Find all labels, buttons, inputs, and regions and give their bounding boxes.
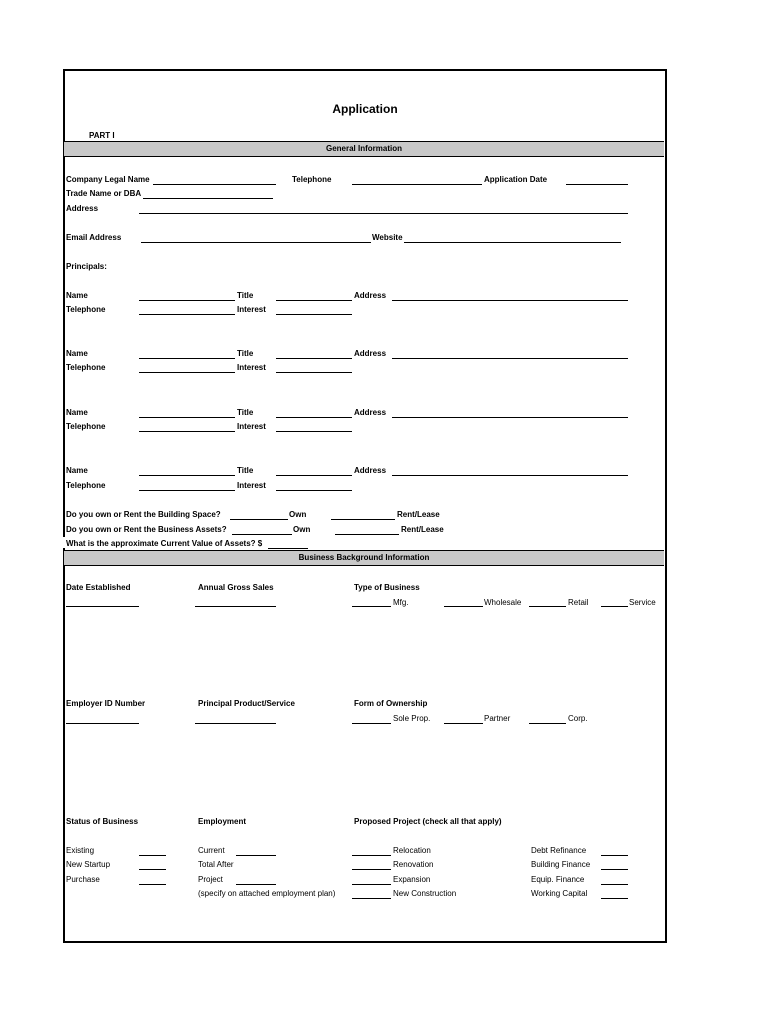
annual-gross-sales-field[interactable]	[195, 606, 276, 607]
new-construction-field[interactable]	[352, 898, 391, 899]
principal-telephone-field[interactable]	[139, 431, 235, 432]
principal-interest-label: Interest	[237, 305, 266, 314]
section-header-background: Business Background Information	[64, 550, 664, 566]
sole-prop-field[interactable]	[352, 723, 391, 724]
partner-field[interactable]	[444, 723, 483, 724]
employment-project-field[interactable]	[236, 884, 276, 885]
date-established-field[interactable]	[66, 606, 139, 607]
principal-name-label: Name	[66, 291, 88, 300]
type-mfg-label: Mfg.	[393, 598, 409, 607]
type-retail-label: Retail	[568, 598, 589, 607]
new-construction-label: New Construction	[393, 889, 457, 898]
principal-telephone-label: Telephone	[66, 481, 106, 490]
website-label: Website	[372, 233, 403, 242]
principal-name-label: Name	[66, 349, 88, 358]
status-new-startup-field[interactable]	[139, 869, 166, 870]
assets-rent-field[interactable]	[335, 534, 399, 535]
principal-name-field[interactable]	[139, 300, 235, 301]
application-date-field[interactable]	[566, 184, 628, 185]
assets-own-field[interactable]	[232, 534, 292, 535]
principal-interest-field[interactable]	[276, 490, 352, 491]
employment-label: Employment	[198, 817, 247, 826]
type-mfg-field[interactable]	[352, 606, 391, 607]
trade-name-field[interactable]	[143, 198, 273, 199]
employer-id-field[interactable]	[66, 723, 139, 724]
principal-title-label: Title	[237, 466, 254, 475]
status-of-business-label: Status of Business	[66, 817, 139, 826]
principals-label: Principals:	[66, 262, 107, 271]
employment-current-field[interactable]	[236, 855, 276, 856]
principal-address-field[interactable]	[392, 417, 628, 418]
principal-interest-field[interactable]	[276, 372, 352, 373]
principal-name-field[interactable]	[139, 358, 235, 359]
building-finance-field[interactable]	[601, 869, 628, 870]
principal-name-label: Name	[66, 408, 88, 417]
principal-telephone-label: Telephone	[66, 422, 106, 431]
assets-rent-label: Rent/Lease	[401, 525, 444, 534]
type-wholesale-field[interactable]	[444, 606, 483, 607]
principal-title-label: Title	[237, 291, 254, 300]
asset-value-question: What is the approximate Current Value of Assets? $	[66, 539, 263, 548]
status-existing-label: Existing	[66, 846, 95, 855]
principal-address-label: Address	[354, 466, 387, 475]
proposed-project-label: Proposed Project (check all that apply)	[354, 817, 502, 826]
section-header-general: General Information	[64, 141, 664, 157]
building-finance-label: Building Finance	[531, 860, 591, 869]
building-own-label: Own	[289, 510, 307, 519]
principal-interest-field[interactable]	[276, 431, 352, 432]
principal-product-label: Principal Product/Service	[198, 699, 295, 708]
principal-interest-label: Interest	[237, 363, 266, 372]
principal-telephone-field[interactable]	[139, 490, 235, 491]
partner-label: Partner	[484, 714, 511, 723]
employment-current-label: Current	[198, 846, 225, 855]
type-wholesale-label: Wholesale	[484, 598, 522, 607]
corp-field[interactable]	[529, 723, 566, 724]
principal-telephone-label: Telephone	[66, 305, 106, 314]
type-of-business-label: Type of Business	[354, 583, 420, 592]
debt-refinance-label: Debt Refinance	[531, 846, 587, 855]
principal-title-field[interactable]	[276, 417, 352, 418]
building-own-field[interactable]	[230, 519, 288, 520]
principal-title-field[interactable]	[276, 358, 352, 359]
sole-prop-label: Sole Prop.	[393, 714, 431, 723]
principal-address-field[interactable]	[392, 300, 628, 301]
type-retail-field[interactable]	[529, 606, 566, 607]
address-field[interactable]	[139, 213, 628, 214]
email-label: Email Address	[66, 233, 122, 242]
equip-finance-field[interactable]	[601, 884, 628, 885]
principal-address-label: Address	[354, 291, 387, 300]
equip-finance-label: Equip. Finance	[531, 875, 585, 884]
employment-project-label: Project	[198, 875, 223, 884]
address-label: Address	[66, 204, 99, 213]
application-date-label: Application Date	[484, 175, 548, 184]
principal-telephone-field[interactable]	[139, 372, 235, 373]
principal-name-field[interactable]	[139, 417, 235, 418]
principal-address-label: Address	[354, 349, 387, 358]
principal-interest-label: Interest	[237, 422, 266, 431]
page-title: Application	[332, 102, 398, 116]
principal-title-label: Title	[237, 349, 254, 358]
status-existing-field[interactable]	[139, 855, 166, 856]
date-established-label: Date Established	[66, 583, 131, 592]
business-assets-question: Do you own or Rent the Business Assets?	[66, 525, 227, 534]
email-field[interactable]	[141, 242, 371, 243]
form-frame	[63, 69, 667, 943]
principal-name-label: Name	[66, 466, 88, 475]
status-new-startup-label: New Startup	[66, 860, 111, 869]
principal-address-label: Address	[354, 408, 387, 417]
status-purchase-field[interactable]	[139, 884, 166, 885]
employment-note: (specify on attached employment plan)	[198, 889, 336, 898]
website-field[interactable]	[404, 242, 621, 243]
assets-own-label: Own	[293, 525, 311, 534]
relocation-label: Relocation	[393, 846, 431, 855]
principal-address-field[interactable]	[392, 358, 628, 359]
renovation-field[interactable]	[352, 869, 391, 870]
employer-id-label: Employer ID Number	[66, 699, 146, 708]
asset-value-field[interactable]	[268, 548, 308, 549]
relocation-field[interactable]	[352, 855, 391, 856]
building-rent-field[interactable]	[331, 519, 395, 520]
annual-gross-sales-label: Annual Gross Sales	[198, 583, 274, 592]
part-label: PART I	[89, 131, 115, 140]
trade-name-label: Trade Name or DBA	[66, 189, 142, 198]
corp-label: Corp.	[568, 714, 588, 723]
principal-title-label: Title	[237, 408, 254, 417]
type-service-label: Service	[629, 598, 656, 607]
company-legal-name-field[interactable]	[153, 184, 276, 185]
principal-title-field[interactable]	[276, 475, 352, 476]
renovation-label: Renovation	[393, 860, 434, 869]
working-capital-field[interactable]	[601, 898, 628, 899]
expansion-label: Expansion	[393, 875, 431, 884]
debt-refinance-field[interactable]	[601, 855, 628, 856]
building-rent-label: Rent/Lease	[397, 510, 440, 519]
employment-total-after-label: Total After	[198, 860, 234, 869]
building-space-question: Do you own or Rent the Building Space?	[66, 510, 221, 519]
principal-address-field[interactable]	[392, 475, 628, 476]
principal-telephone-label: Telephone	[66, 363, 106, 372]
principal-name-field[interactable]	[139, 475, 235, 476]
principal-product-field[interactable]	[195, 723, 276, 724]
status-purchase-label: Purchase	[66, 875, 100, 884]
telephone-field[interactable]	[352, 184, 482, 185]
working-capital-label: Working Capital	[531, 889, 588, 898]
company-legal-name-label: Company Legal Name	[66, 175, 150, 184]
principal-telephone-field[interactable]	[139, 314, 235, 315]
principal-interest-label: Interest	[237, 481, 266, 490]
telephone-label: Telephone	[292, 175, 332, 184]
principal-interest-field[interactable]	[276, 314, 352, 315]
expansion-field[interactable]	[352, 884, 391, 885]
principal-title-field[interactable]	[276, 300, 352, 301]
form-of-ownership-label: Form of Ownership	[354, 699, 428, 708]
type-service-field[interactable]	[601, 606, 628, 607]
